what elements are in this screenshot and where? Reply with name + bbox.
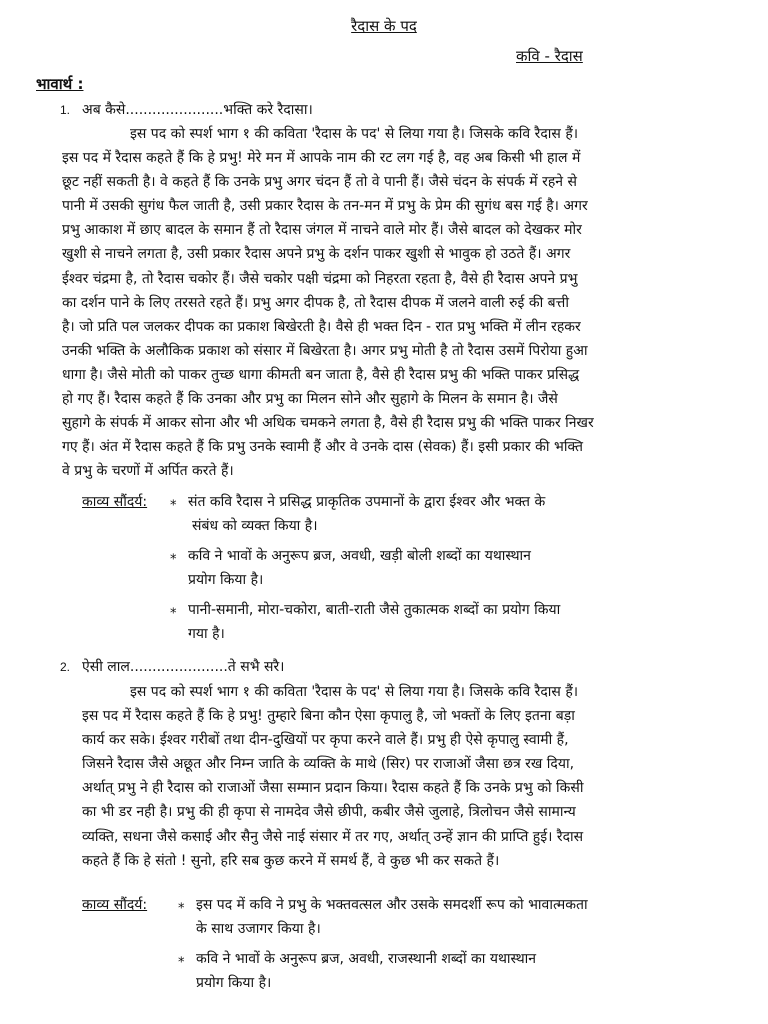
- item-2-title: [60, 657, 284, 676]
- paragraph-line: है। जो प्रति पल जलकर दीपक का प्रकाश बिखेरती है। वैसे ही भक्त दिन - रात प्रभु भक्ति में लीन रहकर: [62, 318, 581, 335]
- poetic-beauty-point: [178, 893, 588, 941]
- paragraph-line: सुहागे के संपर्क में आकर सोना और भी अधिक चमकने लगता है, वैसे ही रैदास प्रभु की भक्ति पाकर निखर: [62, 415, 594, 432]
- paragraph-line: का भी डर नही है। प्रभु की ही कृपा से नामदेव जैसे छीपी, कबीर जैसे जुलाहे, त्रिलोचन जैसे सामान्य: [82, 804, 576, 821]
- item-1-number: 1.: [60, 103, 71, 117]
- paragraph-line: इस पद को स्पर्श भाग १ की कविता 'रैदास के पद' से लिया गया है। जिसके कवि रैदास हैं।: [130, 684, 579, 700]
- point-line: इस पद में कवि ने प्रभु के भक्तवत्सल और उसके समदर्शी रूप को भावात्मकता: [196, 897, 588, 913]
- paragraph-line: गए हैं। अंत में रैदास कहते हैं कि प्रभु उनके स्वामी हैं और वे उनके दास (सेवक) हैं। इसी प्रकार की भक्ति: [62, 439, 583, 456]
- section-heading: भावार्थ :: [36, 75, 84, 93]
- bullet-icon: ⁎: [170, 602, 177, 617]
- point-line: गया है।: [188, 626, 225, 642]
- point-line: संबंध को व्यक्त किया है।: [192, 518, 318, 534]
- point-line: संत कवि रैदास ने प्रसिद्ध प्राकृतिक उपमानों के द्वारा ईश्वर और भक्त के: [188, 494, 546, 510]
- point-line: प्रयोग किया है।: [196, 975, 272, 991]
- poetic-beauty-point: [170, 598, 560, 646]
- point-line: कवि ने भावों के अनुरूप ब्रज, अवधी, राजस्थानी शब्दों का यथास्थान: [196, 951, 537, 967]
- item-2-poetic-beauty: [82, 893, 742, 1003]
- poetic-beauty-point: [170, 490, 560, 538]
- author-line: कवि - रैदास: [516, 47, 583, 65]
- bullet-icon: ⁎: [178, 951, 185, 966]
- point-line: के साथ उजागर किया है।: [196, 921, 321, 937]
- item-2-number: 2.: [60, 660, 71, 674]
- paragraph-line: हो गए हैं। रैदास कहते हैं कि उनका और प्रभु का मिलन सोने और सुहागे के मिलन के समान है। जैसे: [62, 391, 558, 408]
- paragraph-line: वे प्रभु के चरणों में अर्पित करते हैं।: [62, 463, 234, 480]
- paragraph-line: इस पद में रैदास कहते हैं कि हे प्रभु! तुम्हारे बिना कौन ऐसा कृपालु है, जो भक्तों के लिए इतना बड़ा: [82, 708, 575, 725]
- point-line: प्रयोग किया है।: [188, 572, 264, 588]
- item-1-poetic-beauty: [82, 490, 742, 640]
- bullet-icon: ⁎: [170, 548, 177, 563]
- paragraph-line: कार्य कर सके। ईश्वर गरीबों तथा दीन-दुखियों पर कृपा करने वाले हैं। प्रभु ही ऐसे कृपालु स्वामी हैं,: [82, 732, 569, 749]
- paragraph-line: का दर्शन पाने के लिए तरसते रहते हैं। प्रभु अगर दीपक है, तो रैदास दीपक में जलने वाली रुई की बत्ती: [62, 294, 569, 311]
- paragraph-line: जिसने रैदास जैसे अछूत और निम्न जाति के व्यक्ति के माथे (सिर) पर राजाओं जैसा छत्र रख दिया,: [82, 756, 575, 773]
- poetic-beauty-label: काव्य सौंदर्य:: [82, 494, 148, 510]
- bullet-icon: ⁎: [170, 494, 177, 509]
- poetic-beauty-label: काव्य सौंदर्य:: [82, 897, 148, 913]
- point-line: कवि ने भावों के अनुरूप ब्रज, अवधी, खड़ी बोली शब्दों का यथास्थान: [188, 548, 531, 564]
- item-1-title: [60, 100, 313, 119]
- paragraph-line: पानी में उसकी सुगंध फैल जाती है, उसी प्रकार रैदास के तन-मन में प्रभु के प्रेम की सुगंध बस गई है। अगर: [62, 198, 588, 215]
- document-title: रैदास के पद: [351, 17, 417, 35]
- paragraph-line: कहते हैं कि हे संतो ! सुनो, हरि सब कुछ करने में समर्थ हैं, वे कुछ भी कर सकते हैं।: [82, 852, 500, 869]
- poetic-beauty-list: [178, 893, 588, 1001]
- paragraph-line: खुशी से नाचने लगता है, उसी प्रकार रैदास अपने प्रभु के दर्शन पाकर खुशी से भावुक हो उठते हैं। अगर: [62, 246, 571, 263]
- paragraph-line: धागा है। जैसे मोती को पाकर तुच्छ धागा कीमती बन जाता है, वैसे ही रैदास प्रभु की भक्ति पाकर प्रसिद्ध: [62, 366, 580, 383]
- item-1-explanation: [62, 122, 742, 483]
- paragraph-line: उनकी भक्ति के अलौकिक प्रकाश को संसार में बिखेरता है। अगर प्रभु मोती है तो रैदास उसमें पिरोया हुआ: [62, 342, 588, 359]
- item-2-title-text: ऐसी लाल......................ते सभै सरै।: [82, 659, 285, 675]
- poetic-beauty-point: [170, 544, 560, 592]
- paragraph-line: ईश्वर चंद्रमा है, तो रैदास चकोर हैं। जैसे चकोर पक्षी चंद्रमा को निहरता रहता है, वैसे ही रैदास अपने प्रभु: [62, 270, 578, 287]
- point-line: पानी-समानी, मोरा-चकोरा, बाती-राती जैसे तुकात्मक शब्दों का प्रयोग किया: [188, 602, 561, 618]
- item-1-title-text: अब कैसे......................भक्ति करे रैदासा।: [82, 102, 313, 118]
- paragraph-line: छूट नहीं सकती है। वे कहते हैं कि उनके प्रभु अगर चंदन हैं तो वे पानी हैं। जैसे चंदन के संपर्क में रहने से: [62, 174, 577, 191]
- poetic-beauty-point: [178, 947, 588, 995]
- paragraph-line: अर्थात् प्रभु ने ही रैदास को राजाओं जैसा सम्मान प्रदान किया। रैदास कहते हैं कि उनके प्रभु को किसी: [82, 780, 584, 797]
- paragraph-line: इस पद को स्पर्श भाग १ की कविता 'रैदास के पद' से लिया गया है। जिसके कवि रैदास हैं।: [130, 126, 579, 142]
- poetic-beauty-list: [170, 490, 560, 652]
- paragraph-line: व्यक्ति, सधना जैसे कसाई और सैनु जैसे नाई संसार में तर गए, अर्थात् उन्हें ज्ञान की प्राप्ति हुई। रैदास: [82, 828, 584, 845]
- bullet-icon: ⁎: [178, 897, 185, 912]
- paragraph-line: प्रभु आकाश में छाए बादल के समान हैं तो रैदास जंगल में नाचने वाले मोर हैं। जैसे बादल को देखकर मोर: [62, 222, 582, 239]
- paragraph-line: इस पद में रैदास कहते हैं कि हे प्रभु! मेरे मन में आपके नाम की रट लग गई है, वह अब किसी भी हाल में: [62, 150, 581, 167]
- item-2-explanation: [82, 680, 742, 873]
